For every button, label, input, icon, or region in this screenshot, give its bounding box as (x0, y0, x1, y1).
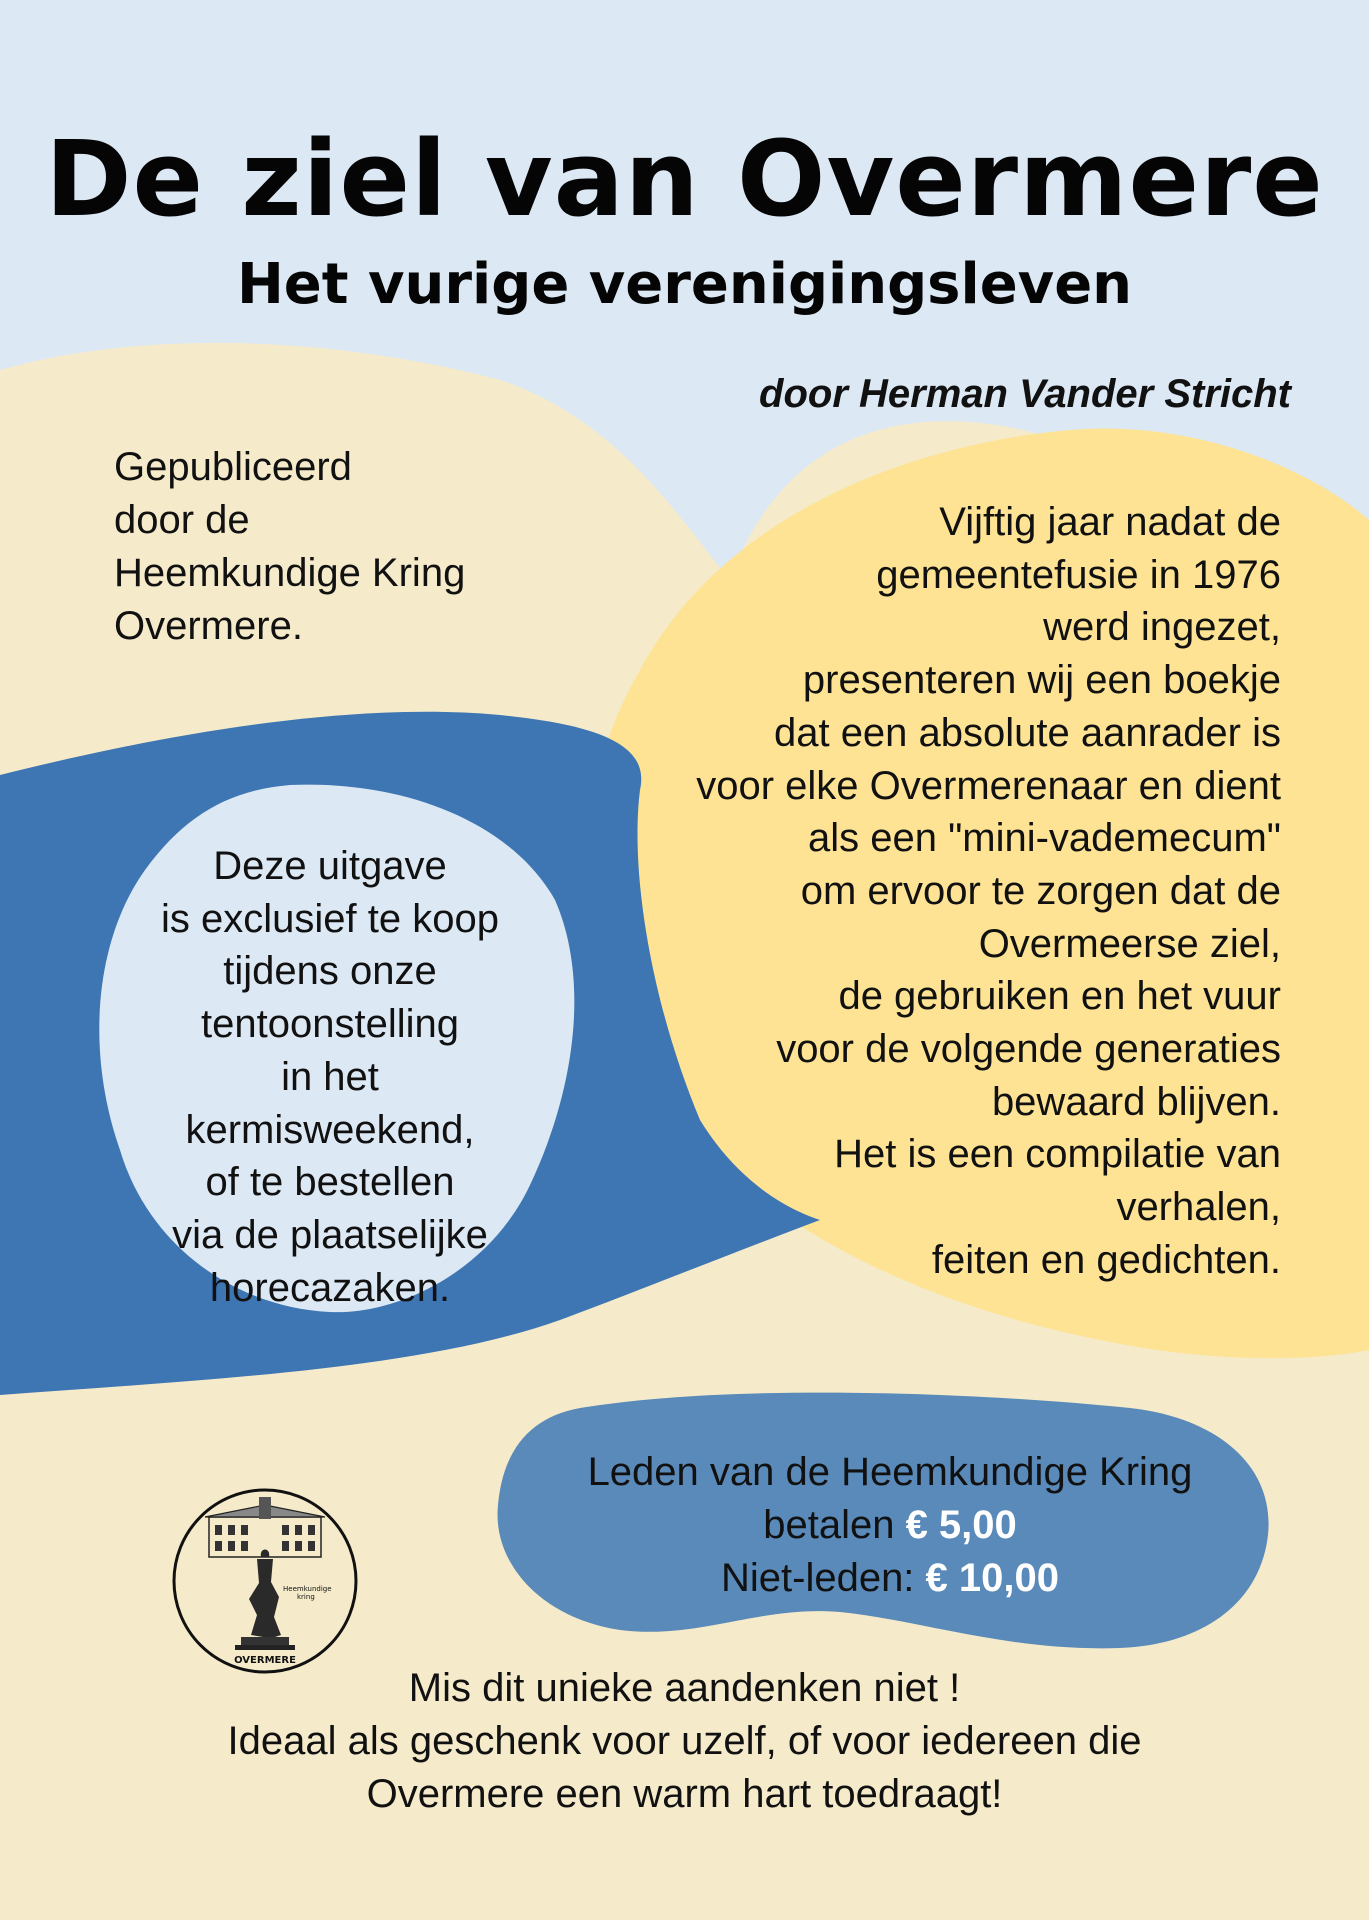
availability-line: via de plaatselijke (172, 1212, 488, 1257)
poster-subtitle: Het vurige verenigingsleven (236, 252, 1133, 317)
description-line: bewaard blijven. (991, 1079, 1281, 1124)
closing-text (0, 1662, 1369, 1821)
price-intro-line: Leden van de Heemkundige Kring (587, 1450, 1193, 1494)
description-line: voor de volgende generaties (776, 1027, 1281, 1072)
description-line: Vijftig jaar nadat de (939, 500, 1281, 544)
published-line: Gepubliceerd (114, 445, 352, 489)
member-price-line (520, 1499, 1260, 1552)
description-text (601, 496, 1281, 1287)
logo-caption: OVERMERE (234, 1655, 296, 1666)
logo-small-text-2: kring (297, 1593, 315, 1601)
availability-line: of te bestellen (205, 1160, 455, 1205)
description-line: voor elke Overmerenaar en dient (696, 763, 1281, 808)
description-line: als een "mini-vademecum" (807, 816, 1281, 861)
description-line: verhalen, (1116, 1185, 1281, 1230)
availability-line: is exclusief te koop (161, 896, 499, 941)
closing-line: Mis dit unieke aandenken niet ! (408, 1666, 961, 1710)
closing-line: Overmere een warm hart toedraagt! (366, 1772, 1003, 1816)
availability-line: kermisweekend, (185, 1107, 475, 1152)
nonmember-price-line (520, 1552, 1260, 1605)
availability-line: in het (281, 1054, 379, 1099)
member-price: € 5,00 (905, 1503, 1017, 1547)
nonmember-price-label: Niet-leden: (720, 1556, 926, 1600)
availability-line: tentoonstelling (201, 1002, 459, 1047)
author-line: door Herman Vander Stricht (759, 372, 1291, 416)
description-line: de gebruiken en het vuur (838, 974, 1281, 1019)
description-line: Het is een compilatie van (834, 1132, 1281, 1177)
published-line: Overmere. (114, 604, 303, 648)
description-line: om ervoor te zorgen dat de (800, 868, 1281, 913)
poster-title: De ziel van Overmere (45, 118, 1324, 240)
published-by-text (114, 441, 534, 653)
price-info (520, 1446, 1260, 1605)
published-line: door de (114, 498, 250, 542)
published-line: Heemkundige Kring (114, 551, 466, 595)
availability-line: Deze uitgave (213, 844, 447, 888)
description-line: presenteren wij een boekje (802, 658, 1281, 703)
availability-line: horecazaken. (209, 1265, 451, 1310)
description-line: dat een absolute aanrader is (773, 710, 1281, 755)
availability-line: tijdens onze (223, 949, 437, 994)
closing-line: Ideaal als geschenk voor uzelf, of voor iedereen die (227, 1719, 1142, 1763)
nonmember-price: € 10,00 (925, 1556, 1060, 1600)
description-line: gemeentefusie in 1976 (876, 552, 1281, 597)
member-price-label: betalen (763, 1503, 906, 1547)
logo-small-text-1: Heemkundige (283, 1585, 332, 1593)
description-line: Overmeerse ziel, (978, 921, 1281, 966)
description-line: werd ingezet, (1043, 605, 1281, 650)
description-line: feiten en gedichten. (931, 1237, 1281, 1282)
heemkundige-kring-logo-icon (171, 1487, 359, 1675)
availability-text (110, 840, 550, 1314)
